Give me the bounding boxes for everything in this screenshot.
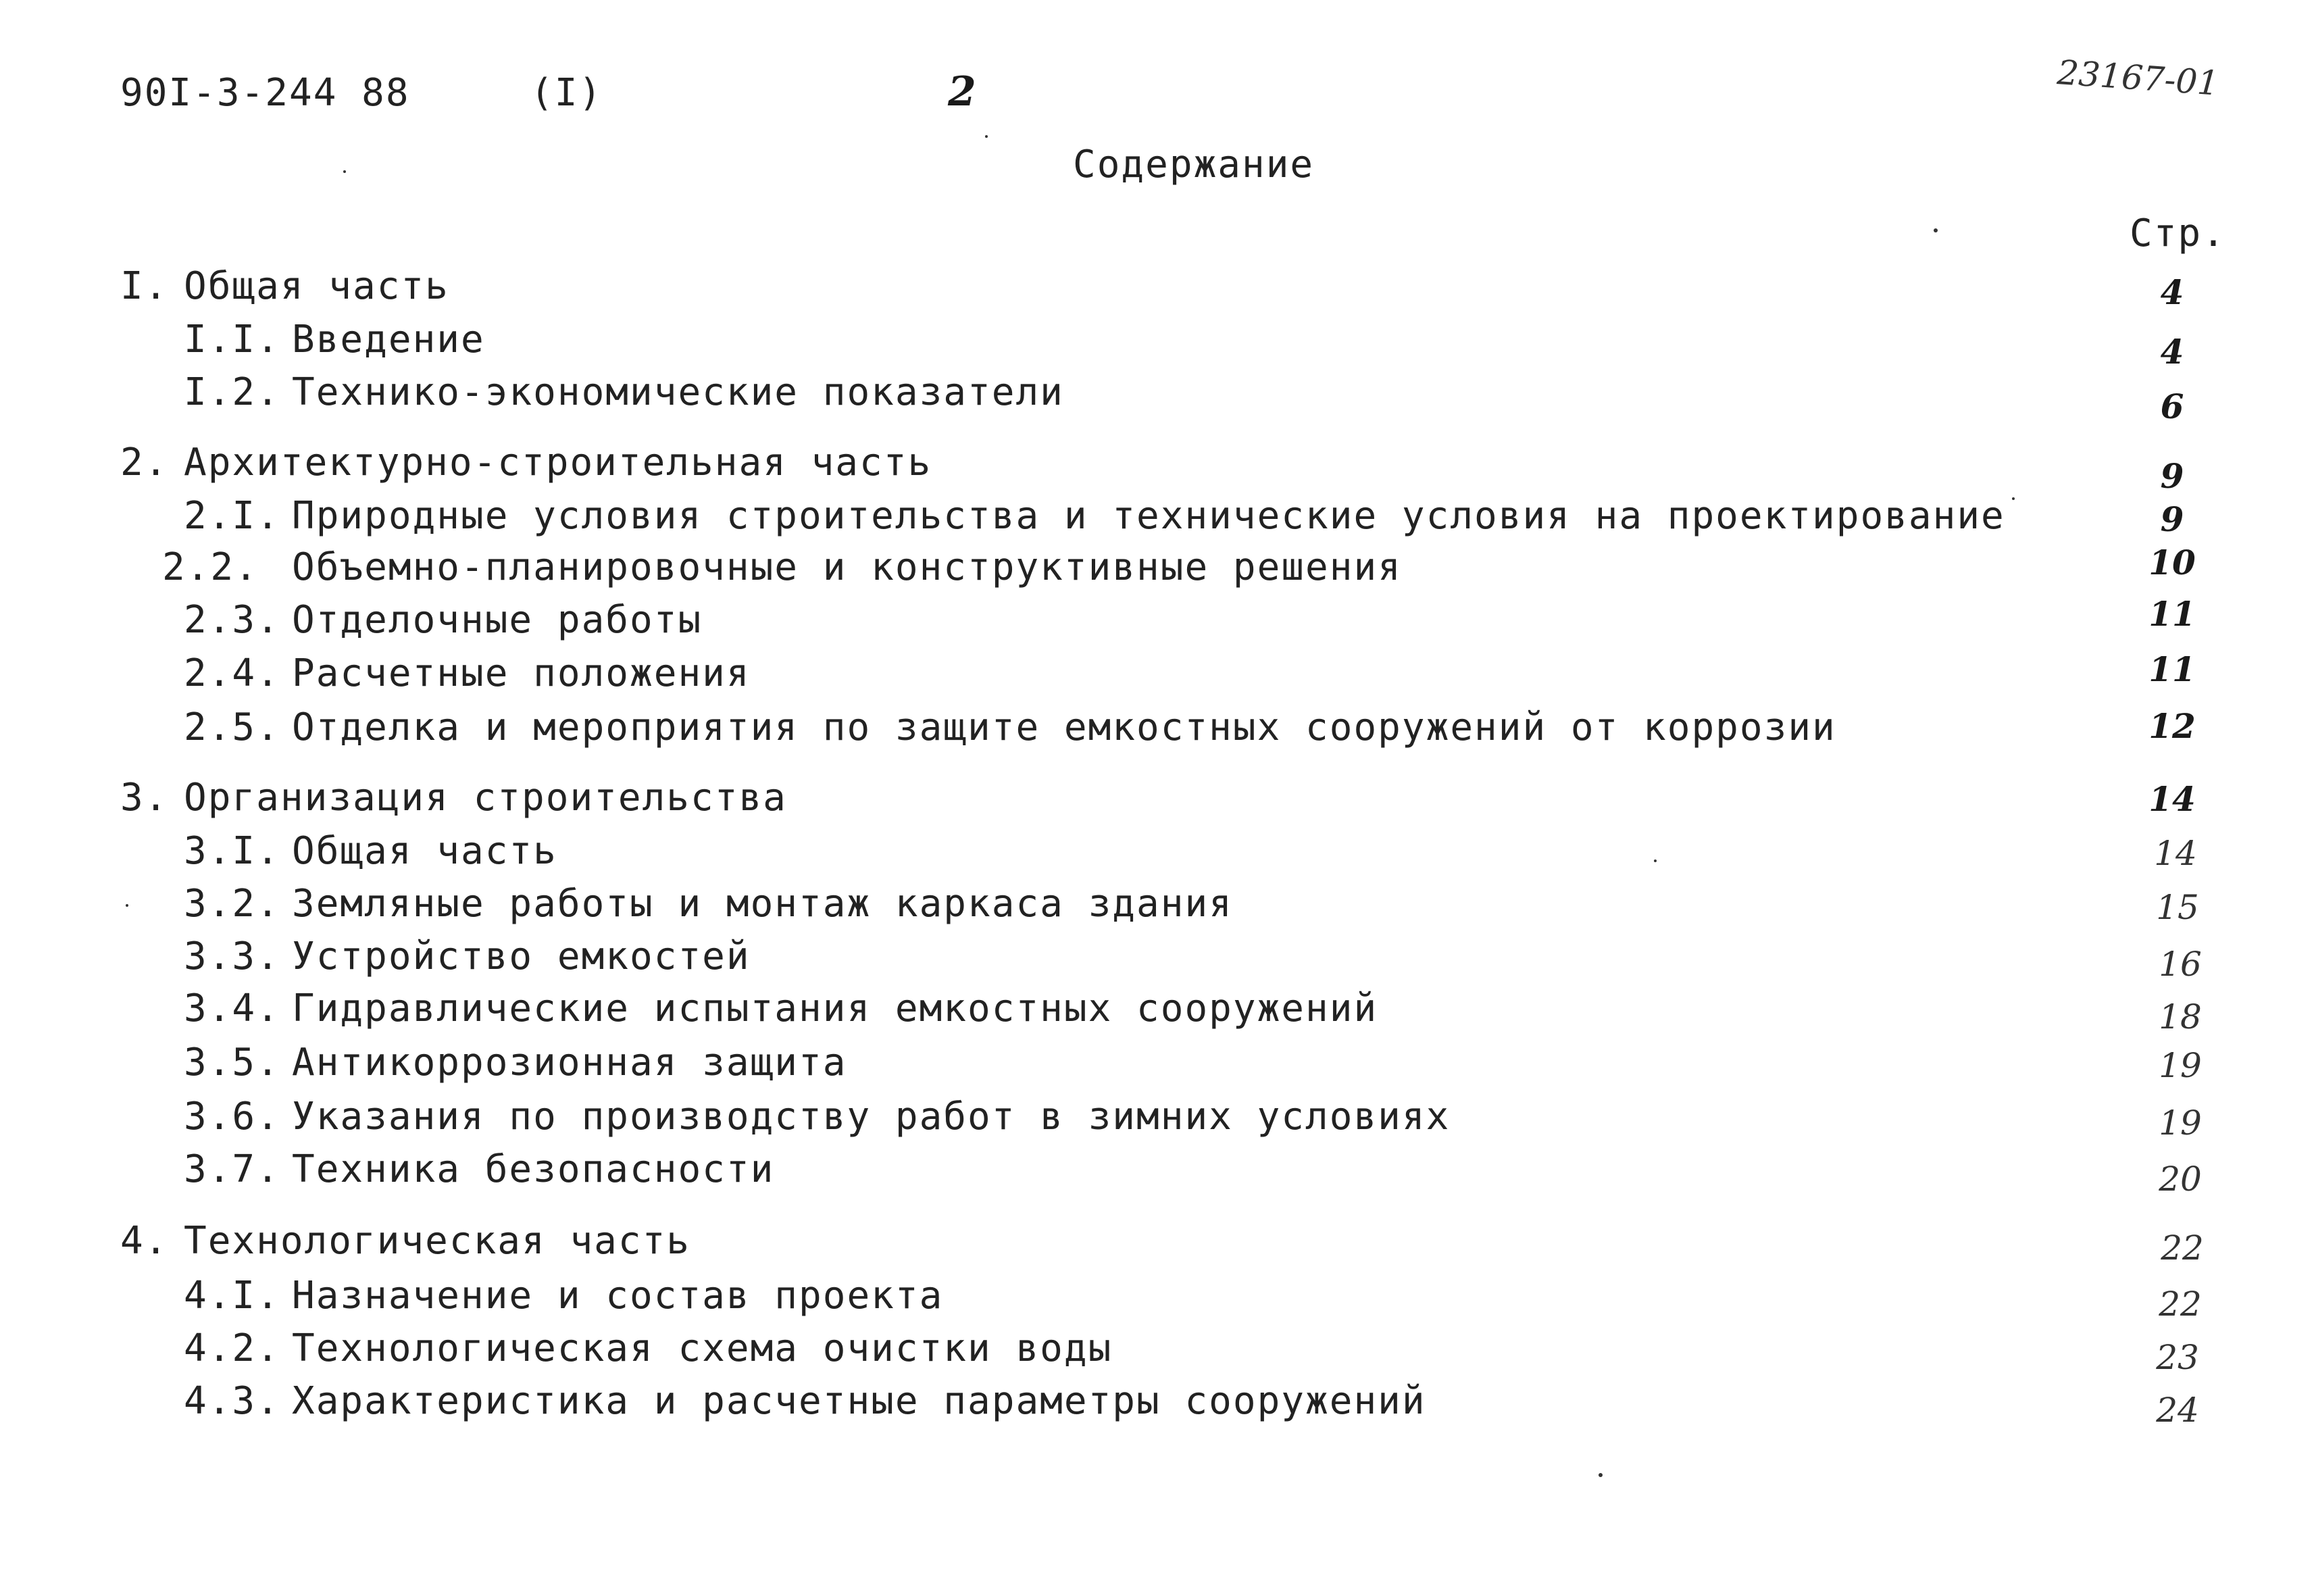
toc-subsection-number: I.I. bbox=[184, 318, 280, 361]
toc-page-number: 24 bbox=[2156, 1391, 2199, 1430]
toc-subsection-number: 3.I. bbox=[184, 829, 280, 873]
toc-section-number: I. bbox=[120, 264, 169, 308]
toc-section-title: Организация строительства bbox=[184, 776, 787, 820]
toc-subsection-title: Характеристика и расчетные параметры сооружений bbox=[292, 1379, 1426, 1423]
toc-section-title: Архитектурно-строительная часть bbox=[184, 441, 932, 484]
toc-subsection-title: Общая часть bbox=[292, 829, 557, 873]
toc-subsection-title: Отделка и мероприятия по защите емкостных сооружений от коррозии bbox=[292, 705, 1836, 749]
toc-subsection-number: 2.3. bbox=[184, 598, 280, 642]
scan-speck bbox=[2012, 497, 2015, 500]
toc-page-number: 22 bbox=[2159, 1285, 2202, 1324]
toc-subsection-number: 4.2. bbox=[184, 1326, 280, 1370]
toc-subsection-number: 4.3. bbox=[184, 1379, 280, 1423]
toc-subsection-number: 2.I. bbox=[184, 494, 280, 538]
toc-page-number: 18 bbox=[2159, 997, 2202, 1037]
toc-section-number: 4. bbox=[120, 1219, 169, 1263]
toc-page-number: 12 bbox=[2148, 706, 2196, 746]
document-code: 90I-3-244 88 bbox=[120, 71, 410, 115]
scan-speck bbox=[1934, 228, 1938, 232]
toc-subsection-number: 3.4. bbox=[184, 987, 280, 1030]
toc-page-number: 22 bbox=[2161, 1228, 2204, 1268]
toc-subsection-title: Введение bbox=[292, 318, 485, 361]
toc-subsection-number: 3.3. bbox=[184, 934, 280, 978]
page-number: 2 bbox=[948, 68, 976, 116]
toc-subsection-number: 2.4. bbox=[184, 651, 280, 695]
toc-page-number: 19 bbox=[2159, 1046, 2202, 1085]
toc-subsection-title: Техника безопасности bbox=[292, 1147, 775, 1191]
page-column-label: Стр. bbox=[2130, 211, 2226, 255]
toc-subsection-title: Назначение и состав проекта bbox=[292, 1274, 944, 1318]
toc-subsection-title: Расчетные положения bbox=[292, 651, 751, 695]
toc-subsection-number: 4.I. bbox=[184, 1274, 280, 1318]
toc-page-number: 23 bbox=[2156, 1338, 2199, 1377]
volume-label: (I) bbox=[530, 71, 603, 115]
archive-number: 23167-01 bbox=[2055, 53, 2221, 103]
toc-subsection-title: Природные условия строительства и технические условия на проектирование bbox=[292, 494, 2005, 538]
toc-page-number: 19 bbox=[2159, 1103, 2202, 1143]
toc-page-number: 4 bbox=[2160, 272, 2184, 312]
scan-speck bbox=[1654, 859, 1657, 862]
toc-page-number: 6 bbox=[2160, 386, 2184, 426]
toc-page-number: 11 bbox=[2148, 649, 2196, 689]
toc-subsection-title: Земляные работы и монтаж каркаса здания bbox=[292, 882, 1233, 926]
toc-section-number: 2. bbox=[120, 441, 169, 484]
scan-speck bbox=[985, 135, 988, 138]
toc-subsection-number: 3.2. bbox=[184, 882, 280, 926]
toc-page-number: 10 bbox=[2148, 543, 2196, 582]
toc-subsection-number: 3.5. bbox=[184, 1041, 280, 1084]
toc-page-number: 20 bbox=[2159, 1159, 2202, 1199]
scan-speck bbox=[343, 170, 346, 173]
page-title: Содержание bbox=[1073, 143, 1315, 186]
toc-page-number: 15 bbox=[2156, 888, 2199, 927]
toc-subsection-title: Технико-экономические показатели bbox=[292, 370, 1064, 414]
toc-subsection-number: 3.7. bbox=[184, 1147, 280, 1191]
toc-subsection-title: Технологическая схема очистки воды bbox=[292, 1326, 1113, 1370]
toc-subsection-title: Антикоррозионная защита bbox=[292, 1041, 847, 1084]
toc-subsection-title: Указания по производству работ в зимних условиях bbox=[292, 1095, 1451, 1139]
toc-subsection-title: Объемно-планировочные и конструктивные решения bbox=[292, 545, 1402, 589]
toc-subsection-number: 2.2. bbox=[162, 545, 259, 589]
toc-section-number: 3. bbox=[120, 776, 169, 820]
toc-page-number: 9 bbox=[2160, 499, 2184, 539]
scan-speck bbox=[1599, 1473, 1603, 1477]
toc-page-number: 9 bbox=[2160, 456, 2184, 496]
toc-page-number: 14 bbox=[2154, 834, 2197, 873]
toc-page-number: 16 bbox=[2159, 945, 2202, 984]
toc-section-title: Общая часть bbox=[184, 264, 449, 308]
scan-speck bbox=[126, 904, 128, 907]
toc-page-number: 11 bbox=[2148, 594, 2196, 634]
toc-subsection-title: Гидравлические испытания емкостных сооружений bbox=[292, 987, 1378, 1030]
toc-subsection-number: 2.5. bbox=[184, 705, 280, 749]
toc-page-number: 14 bbox=[2148, 779, 2196, 819]
toc-section-title: Технологическая часть bbox=[184, 1219, 691, 1263]
toc-page-number: 4 bbox=[2160, 332, 2184, 372]
toc-subsection-title: Отделочные работы bbox=[292, 598, 703, 642]
toc-subsection-number: I.2. bbox=[184, 370, 280, 414]
toc-subsection-title: Устройство емкостей bbox=[292, 934, 751, 978]
toc-subsection-number: 3.6. bbox=[184, 1095, 280, 1139]
